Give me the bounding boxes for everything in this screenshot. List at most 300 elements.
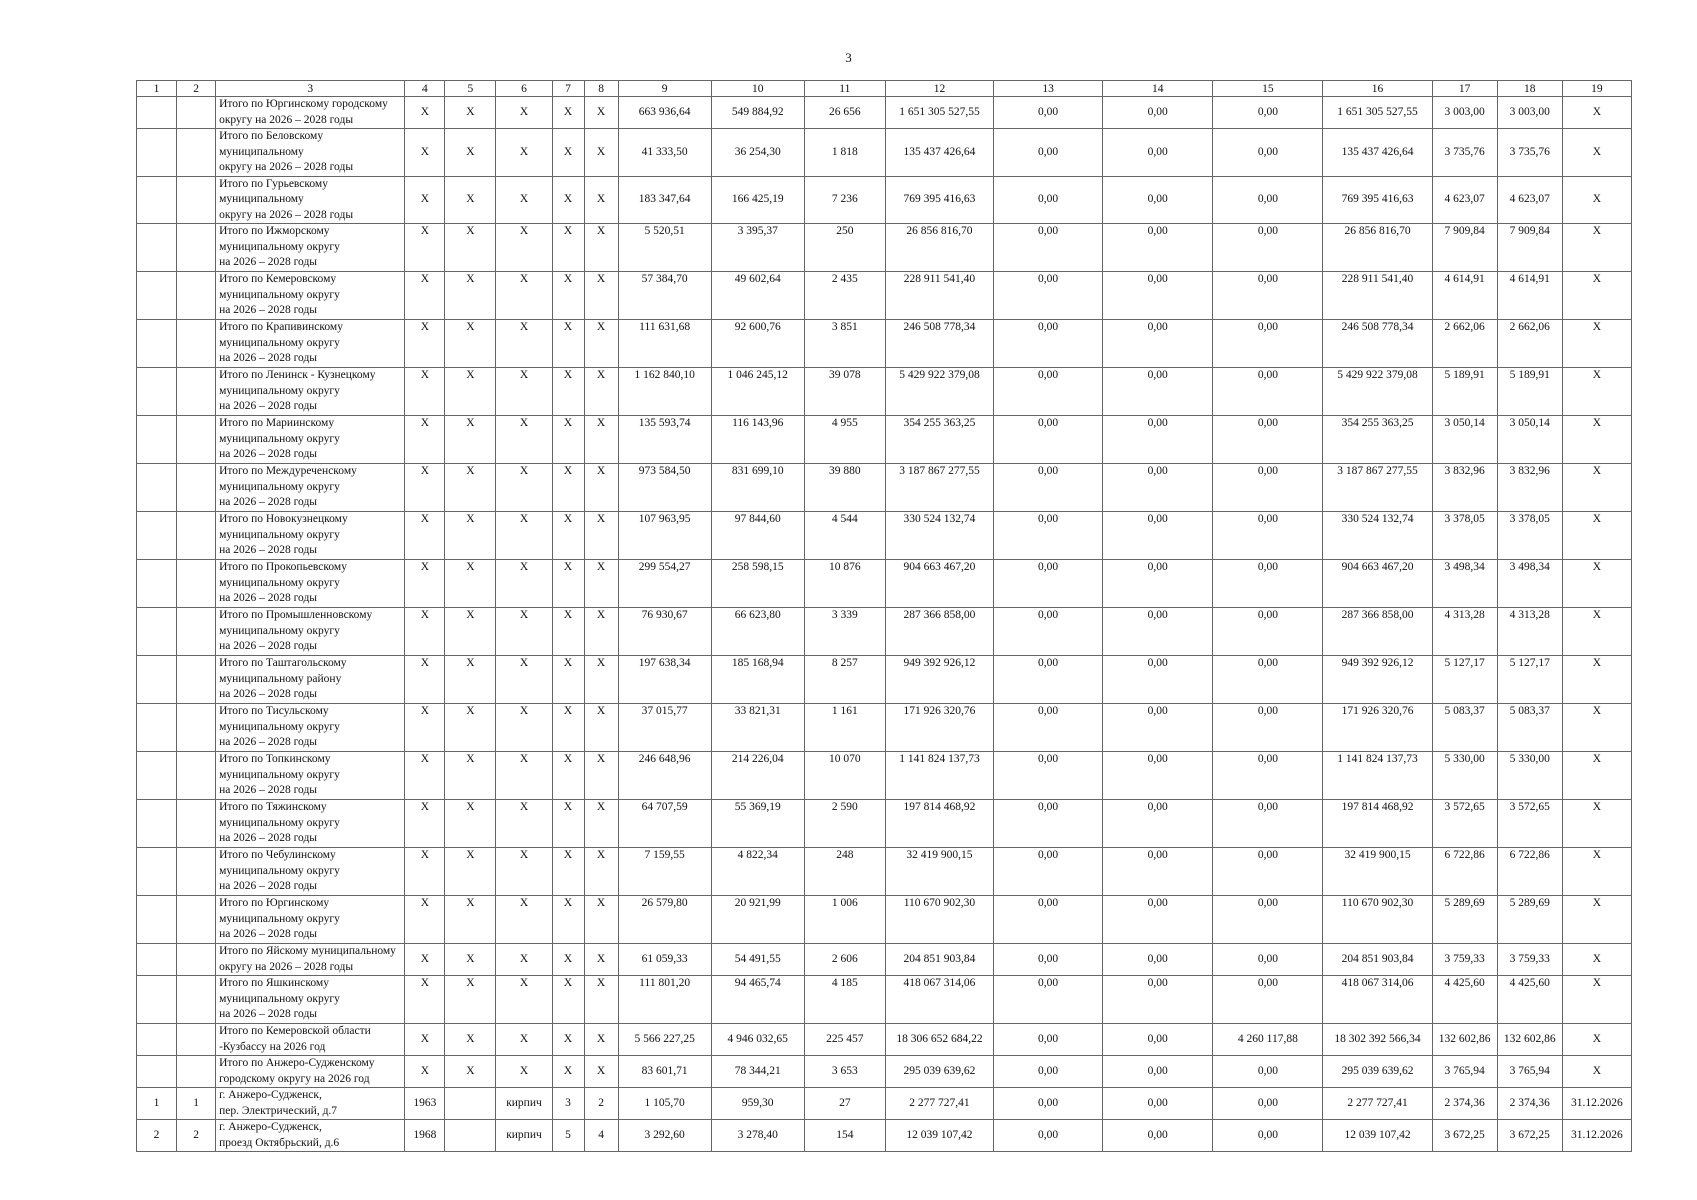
- table-cell: X: [496, 704, 552, 752]
- table-cell: X: [1562, 656, 1631, 704]
- row-name-line: Итого по Тисульскому: [219, 705, 329, 717]
- table-cell: [177, 1056, 216, 1088]
- row-name-cell: [216, 976, 405, 1024]
- table-cell: X: [552, 416, 584, 464]
- table-cell: 18 306 652 684,22: [885, 1024, 993, 1056]
- table-cell: X: [405, 560, 445, 608]
- table-cell: [177, 656, 216, 704]
- table-cell: [137, 752, 177, 800]
- table-cell: 132 602,86: [1432, 1024, 1497, 1056]
- table-cell: 5 566 227,25: [618, 1024, 711, 1056]
- row-name-line: Итого по Яшкинскому: [219, 977, 329, 989]
- table-cell: 2 374,36: [1432, 1088, 1497, 1120]
- table-cell: X: [496, 800, 552, 848]
- table-cell: 26 656: [804, 97, 885, 129]
- total-row: [137, 416, 1632, 464]
- row-name-line: на 2026 – 2028 годы: [219, 496, 318, 508]
- table-cell: X: [405, 752, 445, 800]
- table-cell: X: [584, 97, 618, 129]
- total-row: [137, 560, 1632, 608]
- row-name-line: Итого по Гурьевскому муниципальному: [219, 177, 328, 205]
- table-cell: [177, 848, 216, 896]
- table-cell: 0,00: [1213, 704, 1323, 752]
- table-cell: 20 921,99: [711, 896, 804, 944]
- row-name-cell: [216, 464, 405, 512]
- table-cell: 0,00: [1103, 1024, 1213, 1056]
- table-cell: X: [552, 656, 584, 704]
- row-name-line: на 2026 – 2028 годы: [219, 784, 318, 796]
- table-cell: 0,00: [1213, 944, 1323, 976]
- table-cell: [177, 176, 216, 224]
- table-cell: X: [496, 752, 552, 800]
- table-cell: X: [552, 976, 584, 1024]
- table-cell: X: [496, 129, 552, 177]
- table-cell: 2 277 727,41: [1323, 1088, 1432, 1120]
- table-cell: 4 260 117,88: [1213, 1024, 1323, 1056]
- table-cell: 4 623,07: [1432, 176, 1497, 224]
- table-cell: 2 662,06: [1497, 320, 1562, 368]
- table-cell: 1 651 305 527,55: [885, 97, 993, 129]
- table-cell: X: [445, 1056, 496, 1088]
- table-cell: X: [405, 97, 445, 129]
- row-name-cell: [216, 1120, 405, 1152]
- table-cell: 330 524 132,74: [1323, 512, 1432, 560]
- table-cell: 0,00: [994, 800, 1103, 848]
- table-cell: 5 330,00: [1432, 752, 1497, 800]
- row-name-line: муниципальному округу: [219, 864, 340, 877]
- table-cell: 0,00: [994, 464, 1103, 512]
- table-cell: 4 313,28: [1497, 608, 1562, 656]
- row-name-line: на 2026 – 2028 годы: [219, 256, 318, 268]
- table-cell: X: [445, 368, 496, 416]
- table-cell: X: [405, 320, 445, 368]
- table-cell: 183 347,64: [618, 176, 711, 224]
- row-name-line: -Кузбассу на 2026 год: [219, 1040, 326, 1053]
- table-cell: 204 851 903,84: [885, 944, 993, 976]
- table-cell: 5: [552, 1120, 584, 1152]
- table-cell: X: [405, 896, 445, 944]
- total-row: [137, 272, 1632, 320]
- table-cell: 0,00: [1103, 176, 1213, 224]
- table-cell: X: [405, 224, 445, 272]
- table-cell: X: [405, 704, 445, 752]
- table-cell: 3 003,00: [1432, 97, 1497, 129]
- row-name-line: муниципальному округу: [219, 288, 340, 301]
- table-cell: 4 955: [804, 416, 885, 464]
- table-cell: 3 672,25: [1497, 1120, 1562, 1152]
- total-row: [137, 752, 1632, 800]
- table-cell: 2 277 727,41: [885, 1088, 993, 1120]
- table-cell: 83 601,71: [618, 1056, 711, 1088]
- table-cell: 1 046 245,12: [711, 368, 804, 416]
- table-cell: 0,00: [994, 416, 1103, 464]
- row-name-cell: [216, 416, 405, 464]
- table-cell: X: [405, 608, 445, 656]
- table-cell: 0,00: [1213, 1088, 1323, 1120]
- column-number-header: 18: [1497, 81, 1562, 97]
- table-cell: 0,00: [1213, 1056, 1323, 1088]
- table-cell: [137, 848, 177, 896]
- row-name-line: округу на 2026 – 2028 годы: [219, 161, 354, 173]
- table-cell: X: [445, 608, 496, 656]
- table-cell: X: [496, 1056, 552, 1088]
- table-cell: X: [584, 416, 618, 464]
- table-cell: X: [496, 320, 552, 368]
- table-cell: X: [584, 656, 618, 704]
- table-cell: 7 159,55: [618, 848, 711, 896]
- table-cell: 0,00: [994, 848, 1103, 896]
- row-name-line: Итого по Междуреченскому: [219, 465, 357, 477]
- row-name-line: муниципальному округу: [219, 624, 340, 637]
- table-cell: 214 226,04: [711, 752, 804, 800]
- row-name-line: Итого по Таштагольскому: [219, 657, 347, 669]
- table-cell: 5 330,00: [1497, 752, 1562, 800]
- table-cell: 3 339: [804, 608, 885, 656]
- table-cell: X: [405, 176, 445, 224]
- table-cell: X: [552, 944, 584, 976]
- table-cell: 3 278,40: [711, 1120, 804, 1152]
- table-cell: 2: [137, 1120, 177, 1152]
- table-cell: X: [405, 800, 445, 848]
- table-cell: X: [584, 848, 618, 896]
- table-cell: 92 600,76: [711, 320, 804, 368]
- row-name-line: муниципальному округу: [219, 528, 340, 541]
- table-cell: 27: [804, 1088, 885, 1120]
- table-cell: 54 491,55: [711, 944, 804, 976]
- table-cell: 3 572,65: [1432, 800, 1497, 848]
- row-name-line: округу на 2026 – 2028 годы: [219, 208, 354, 221]
- table-cell: X: [1562, 368, 1631, 416]
- total-row: [137, 176, 1632, 224]
- column-number-header: 2: [177, 81, 216, 97]
- table-cell: 0,00: [1213, 464, 1323, 512]
- row-name-line: Итого по Чебулинскому: [219, 849, 336, 861]
- table-cell: 0,00: [1103, 704, 1213, 752]
- table-cell: X: [445, 896, 496, 944]
- table-cell: X: [1562, 560, 1631, 608]
- row-name-line: округу на 2026 – 2028 годы: [219, 960, 354, 973]
- table-cell: [137, 464, 177, 512]
- table-cell: 116 143,96: [711, 416, 804, 464]
- column-number-header: 9: [618, 81, 711, 97]
- table-cell: 4 822,34: [711, 848, 804, 896]
- table-cell: X: [584, 512, 618, 560]
- table-cell: 5 429 922 379,08: [1323, 368, 1432, 416]
- table-cell: 1 006: [804, 896, 885, 944]
- row-name-cell: [216, 896, 405, 944]
- table-cell: 7 236: [804, 176, 885, 224]
- column-number-header: 11: [804, 81, 885, 97]
- table-cell: [137, 656, 177, 704]
- table-cell: X: [552, 704, 584, 752]
- table-cell: 0,00: [1213, 608, 1323, 656]
- table-body: [137, 81, 1632, 1152]
- row-name-line: на 2026 – 2028 годы: [219, 688, 318, 700]
- table-cell: 5 520,51: [618, 224, 711, 272]
- table-cell: 3 672,25: [1432, 1120, 1497, 1152]
- row-name-line: Итого по Кемеровскому: [219, 273, 337, 285]
- table-cell: 197 638,34: [618, 656, 711, 704]
- table-cell: 3 498,34: [1497, 560, 1562, 608]
- table-cell: X: [496, 224, 552, 272]
- table-cell: 0,00: [994, 1088, 1103, 1120]
- table-cell: [177, 272, 216, 320]
- table-cell: 6 722,86: [1432, 848, 1497, 896]
- column-number-header: 5: [445, 81, 496, 97]
- table-cell: X: [405, 944, 445, 976]
- table-cell: 0,00: [1103, 368, 1213, 416]
- row-name-line: на 2026 – 2028 годы: [219, 304, 318, 316]
- total-row: [137, 320, 1632, 368]
- table-cell: X: [405, 368, 445, 416]
- table-cell: 111 801,20: [618, 976, 711, 1024]
- table-cell: 330 524 132,74: [885, 512, 993, 560]
- table-cell: X: [496, 1024, 552, 1056]
- table-cell: X: [552, 176, 584, 224]
- table-cell: 36 254,30: [711, 129, 804, 177]
- table-cell: 0,00: [1213, 320, 1323, 368]
- table-cell: X: [584, 176, 618, 224]
- table-cell: 0,00: [994, 944, 1103, 976]
- table-cell: 0,00: [1213, 560, 1323, 608]
- table-cell: 0,00: [1103, 752, 1213, 800]
- table-cell: 5 189,91: [1432, 368, 1497, 416]
- table-cell: X: [584, 976, 618, 1024]
- table-cell: 0,00: [1213, 129, 1323, 177]
- table-cell: X: [584, 129, 618, 177]
- table-cell: X: [1562, 97, 1631, 129]
- table-cell: X: [584, 608, 618, 656]
- table-cell: 246 648,96: [618, 752, 711, 800]
- table-cell: X: [405, 848, 445, 896]
- table-cell: 1: [137, 1088, 177, 1120]
- table-cell: X: [1562, 129, 1631, 177]
- table-cell: 663 936,64: [618, 97, 711, 129]
- row-name-cell: [216, 1024, 405, 1056]
- table-cell: 33 821,31: [711, 704, 804, 752]
- total-row: [137, 512, 1632, 560]
- table-cell: 287 366 858,00: [1323, 608, 1432, 656]
- table-cell: 2 662,06: [1432, 320, 1497, 368]
- row-name-line: Итого по Крапивинскому: [219, 321, 343, 333]
- table-cell: [177, 704, 216, 752]
- table-cell: X: [445, 129, 496, 177]
- row-name-line: муниципальному округу: [219, 432, 340, 445]
- table-cell: 135 437 426,64: [1323, 129, 1432, 177]
- table-cell: 41 333,50: [618, 129, 711, 177]
- row-name-line: муниципальному округу: [219, 720, 340, 733]
- table-cell: X: [552, 464, 584, 512]
- table-cell: [177, 896, 216, 944]
- table-cell: X: [496, 656, 552, 704]
- row-name-line: на 2026 – 2028 годы: [219, 928, 318, 940]
- table-cell: 18 302 392 566,34: [1323, 1024, 1432, 1056]
- total-row: [137, 464, 1632, 512]
- table-cell: 31.12.2026: [1562, 1088, 1631, 1120]
- row-name-line: муниципальному округу: [219, 992, 340, 1005]
- row-name-cell: [216, 848, 405, 896]
- table-cell: X: [1562, 176, 1631, 224]
- table-cell: [177, 224, 216, 272]
- table-cell: 5 127,17: [1432, 656, 1497, 704]
- table-cell: 2 590: [804, 800, 885, 848]
- table-cell: [137, 272, 177, 320]
- table-cell: [137, 608, 177, 656]
- table-cell: 3 003,00: [1497, 97, 1562, 129]
- row-name-line: пер. Электрический, д.7: [219, 1104, 338, 1117]
- table-cell: 49 602,64: [711, 272, 804, 320]
- table-cell: 949 392 926,12: [885, 656, 993, 704]
- table-cell: X: [552, 129, 584, 177]
- table-cell: 166 425,19: [711, 176, 804, 224]
- table-cell: 3 765,94: [1432, 1056, 1497, 1088]
- table-cell: 1 141 824 137,73: [885, 752, 993, 800]
- row-name-cell: [216, 176, 405, 224]
- table-cell: [137, 512, 177, 560]
- table-cell: X: [552, 752, 584, 800]
- table-cell: [137, 224, 177, 272]
- table-cell: 246 508 778,34: [885, 320, 993, 368]
- total-row: [137, 1056, 1632, 1088]
- table-cell: 0,00: [994, 512, 1103, 560]
- table-cell: X: [405, 272, 445, 320]
- table-cell: X: [584, 560, 618, 608]
- table-cell: X: [496, 416, 552, 464]
- table-cell: 0,00: [994, 129, 1103, 177]
- table-cell: 97 844,60: [711, 512, 804, 560]
- table-cell: X: [1562, 800, 1631, 848]
- table-cell: 246 508 778,34: [1323, 320, 1432, 368]
- table-cell: [445, 1120, 496, 1152]
- housing-program-table: [136, 80, 1632, 1152]
- table-cell: X: [405, 512, 445, 560]
- row-name-cell: [216, 224, 405, 272]
- column-number-header: 17: [1432, 81, 1497, 97]
- table-cell: 204 851 903,84: [1323, 944, 1432, 976]
- table-cell: 12 039 107,42: [1323, 1120, 1432, 1152]
- table-cell: X: [1562, 512, 1631, 560]
- house-row: [137, 1088, 1632, 1120]
- table-cell: 250: [804, 224, 885, 272]
- row-name-line: муниципальному округу: [219, 384, 340, 397]
- table-cell: X: [496, 976, 552, 1024]
- table-cell: 769 395 416,63: [1323, 176, 1432, 224]
- table-cell: X: [584, 752, 618, 800]
- table-cell: 0,00: [1103, 560, 1213, 608]
- table-cell: X: [445, 656, 496, 704]
- table-cell: 0,00: [994, 560, 1103, 608]
- table-cell: 8 257: [804, 656, 885, 704]
- table-cell: 0,00: [1103, 1056, 1213, 1088]
- table-cell: 0,00: [1103, 1120, 1213, 1152]
- row-name-line: на 2026 – 2028 годы: [219, 544, 318, 556]
- table-cell: X: [1562, 464, 1631, 512]
- table-cell: 973 584,50: [618, 464, 711, 512]
- table-cell: X: [1562, 416, 1631, 464]
- table-cell: X: [405, 129, 445, 177]
- table-cell: [177, 320, 216, 368]
- table-cell: X: [1562, 896, 1631, 944]
- table-cell: X: [552, 97, 584, 129]
- table-cell: 154: [804, 1120, 885, 1152]
- table-cell: 2 435: [804, 272, 885, 320]
- table-cell: [177, 944, 216, 976]
- header-row: [137, 81, 1632, 97]
- table-cell: 32 419 900,15: [1323, 848, 1432, 896]
- table-cell: X: [496, 944, 552, 976]
- table-cell: 418 067 314,06: [1323, 976, 1432, 1024]
- table-cell: 904 663 467,20: [885, 560, 993, 608]
- table-cell: 39 078: [804, 368, 885, 416]
- table-cell: 3 498,34: [1432, 560, 1497, 608]
- table-cell: X: [445, 512, 496, 560]
- table-cell: X: [552, 848, 584, 896]
- table-cell: 228 911 541,40: [885, 272, 993, 320]
- page-number: 3: [845, 50, 852, 65]
- table-cell: X: [405, 416, 445, 464]
- table-cell: X: [584, 800, 618, 848]
- row-name-line: муниципальному округу: [219, 912, 340, 925]
- table-cell: 0,00: [1103, 129, 1213, 177]
- row-name-line: Итого по Яйскому муниципальному: [219, 945, 396, 957]
- table-cell: 57 384,70: [618, 272, 711, 320]
- row-name-line: на 2026 – 2028 годы: [219, 1008, 318, 1020]
- table-cell: 132 602,86: [1497, 1024, 1562, 1056]
- table-cell: X: [1562, 704, 1631, 752]
- table-cell: 0,00: [994, 976, 1103, 1024]
- row-name-line: Итого по Новокузнецкому: [219, 513, 348, 525]
- table-cell: [137, 320, 177, 368]
- table-cell: 0,00: [1213, 97, 1323, 129]
- table-cell: X: [584, 704, 618, 752]
- table-cell: 2 374,36: [1497, 1088, 1562, 1120]
- table-cell: [177, 608, 216, 656]
- table-cell: 0,00: [1213, 896, 1323, 944]
- table-cell: X: [496, 848, 552, 896]
- table-cell: X: [445, 944, 496, 976]
- column-number-header: 8: [584, 81, 618, 97]
- total-row: [137, 129, 1632, 177]
- table-cell: X: [405, 1056, 445, 1088]
- table-cell: X: [552, 272, 584, 320]
- table-cell: [137, 97, 177, 129]
- table-cell: X: [445, 560, 496, 608]
- column-number-header: 3: [216, 81, 405, 97]
- total-row: [137, 224, 1632, 272]
- table-cell: 3 187 867 277,55: [885, 464, 993, 512]
- table-cell: 5 289,69: [1432, 896, 1497, 944]
- table-cell: 5 429 922 379,08: [885, 368, 993, 416]
- table-cell: 3 765,94: [1497, 1056, 1562, 1088]
- table-cell: X: [1562, 976, 1631, 1024]
- table-cell: 4 425,60: [1497, 976, 1562, 1024]
- table-cell: 2 606: [804, 944, 885, 976]
- table-cell: 66 623,80: [711, 608, 804, 656]
- table-cell: X: [496, 896, 552, 944]
- row-name-line: муниципальному округу: [219, 480, 340, 493]
- table-cell: 26 856 816,70: [885, 224, 993, 272]
- row-name-line: Итого по Анжеро-Судженскому: [219, 1057, 375, 1069]
- total-row: [137, 896, 1632, 944]
- table-cell: 2: [177, 1120, 216, 1152]
- column-number-header: 16: [1323, 81, 1432, 97]
- table-cell: X: [1562, 1024, 1631, 1056]
- row-name-line: городскому округу на 2026 год: [219, 1072, 370, 1085]
- table-cell: 26 579,80: [618, 896, 711, 944]
- table-cell: X: [584, 224, 618, 272]
- table-cell: X: [445, 1024, 496, 1056]
- row-name-line: Итого по Топкинскому: [219, 753, 331, 765]
